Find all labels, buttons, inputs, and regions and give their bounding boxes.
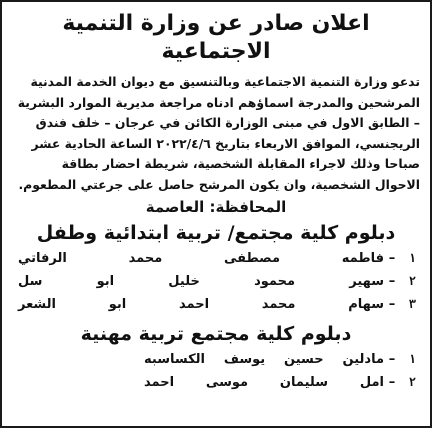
candidate-number: ٢ — [408, 274, 416, 288]
dash-separator: – — [388, 251, 396, 266]
dash-separator: – — [388, 375, 396, 390]
candidate-name: سهام محمد احمد ابو الشعر — [18, 297, 384, 312]
candidate-row — [12, 348, 416, 371]
candidate-number: ٢ — [408, 375, 416, 389]
governorate-heading: المحافظة: العاصمة — [145, 198, 287, 216]
candidate-row — [12, 270, 416, 293]
candidate-number: ١ — [408, 352, 416, 366]
candidate-list-primary-education — [12, 247, 420, 316]
candidate-row — [12, 247, 416, 270]
body-line: الاحوال الشخصية، وان يكون المرشح حاصل على جرعتي المطعوم. — [18, 176, 420, 192]
candidate-name: سهير محمود خليل ابو سل — [18, 274, 384, 289]
dash-separator: – — [388, 274, 396, 289]
announcement-body — [12, 72, 420, 195]
candidate-name: امل سليمان موسى احمد — [144, 375, 384, 390]
body-line: تدعو وزارة التنمية الاجتماعية وبالتنسيق مع ديوان الخدمة المدنية — [30, 74, 420, 89]
section-heading-vocational-education: دبلوم كلية مجتمع تربية مهنية — [80, 323, 352, 345]
body-line: – الطابق الاول في مبنى الوزارة الكائن في عرجان – خلف فندق — [35, 115, 420, 130]
body-line: صباحا وذلك لاجراء المقابلة الشخصية، شريطة احضار بطاقة — [61, 156, 420, 171]
candidate-number: ٣ — [408, 297, 416, 311]
candidate-number: ١ — [408, 251, 416, 265]
dash-separator: – — [388, 352, 396, 367]
candidate-list-vocational-education — [12, 348, 420, 394]
candidate-name: فاطمه مصطفى محمد الرفاتي — [18, 251, 384, 266]
body-line: المرشحين والمدرجة اسماؤهم ادناه مراجعة مديرية الموارد البشرية — [17, 94, 420, 110]
dash-separator: – — [388, 297, 396, 312]
candidate-row — [12, 371, 416, 394]
candidate-row — [12, 293, 416, 316]
body-line: الريجنسي، الموافق الاربعاء بتاريخ ٢٠٢٢/٤/٦ الساعة الحادية عشر — [31, 135, 420, 151]
section-heading-primary-education: دبلوم كلية مجتمع/ تربية ابتدائية وطفل — [36, 222, 396, 244]
announcement-title: اعلان صادر عن وزارة التنمية الاجتماعية — [62, 11, 370, 64]
candidate-name: مادلين حسين يوسف الكساسبه — [144, 352, 384, 367]
